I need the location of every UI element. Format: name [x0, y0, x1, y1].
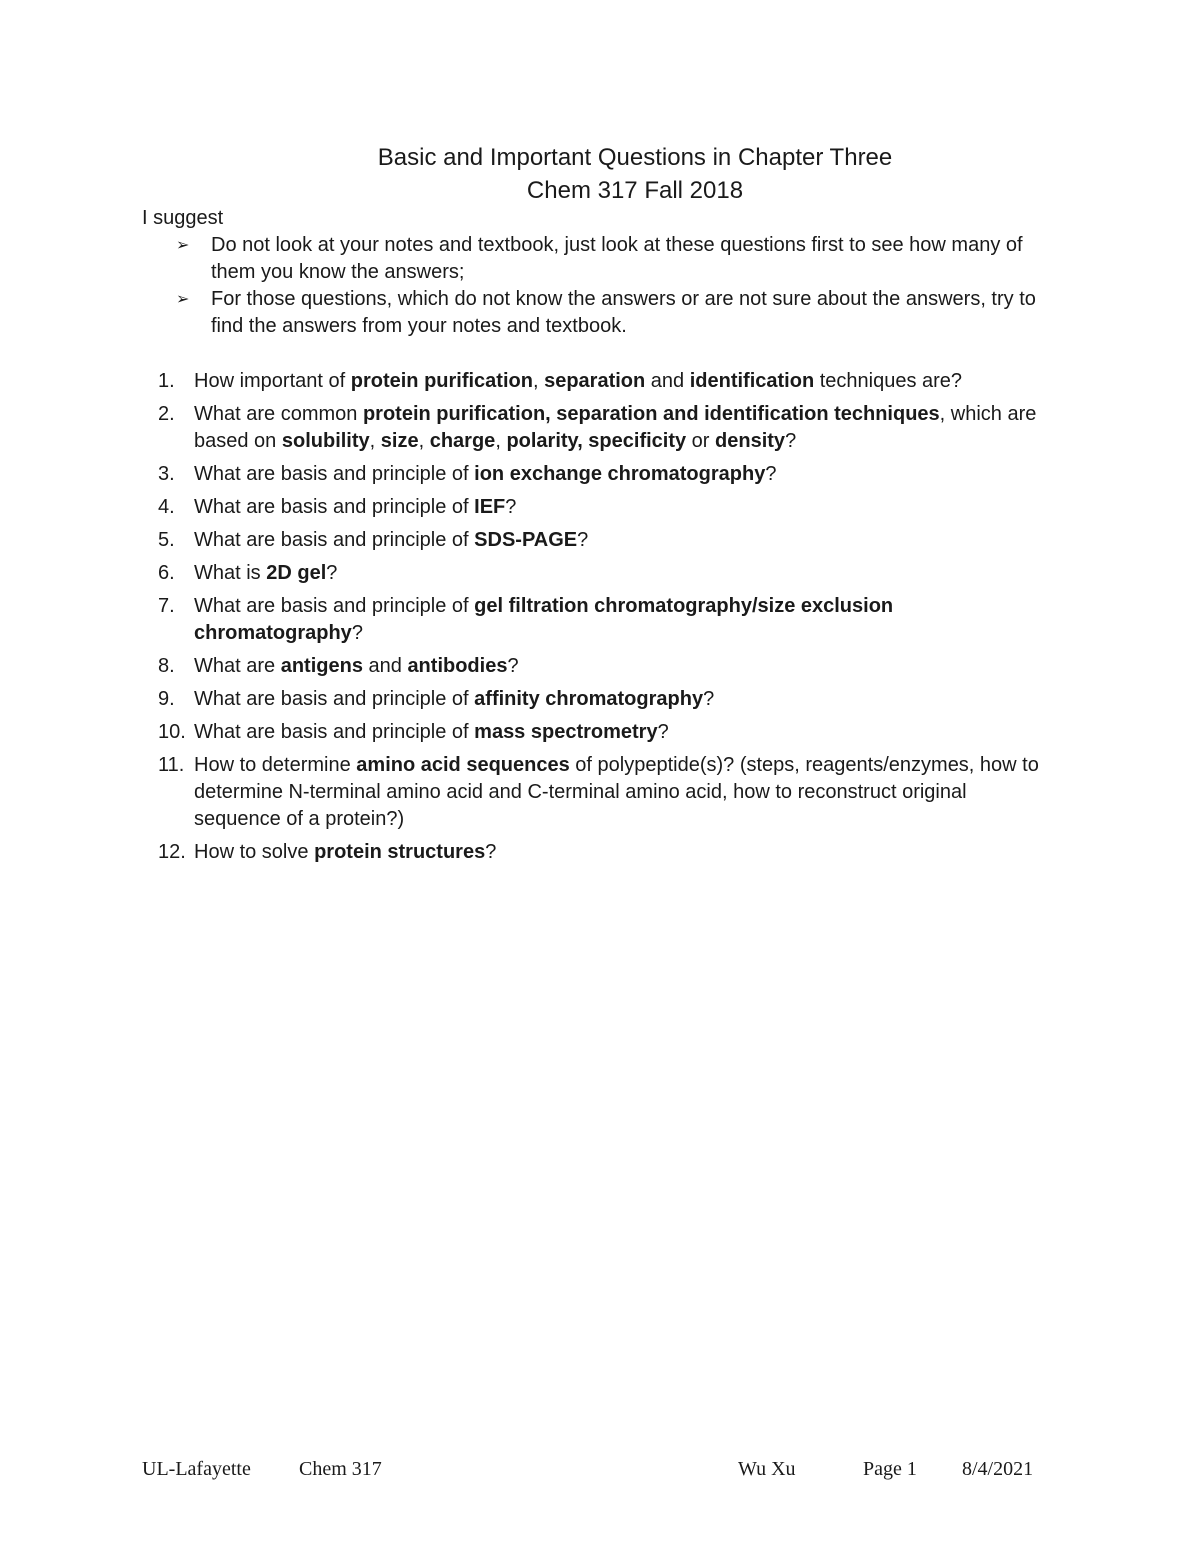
question-key-term: size — [380, 430, 419, 452]
question-text-segment: , which are based on — [194, 403, 1037, 452]
question-number: 4. — [158, 496, 175, 518]
question-key-term: SDS-PAGE — [474, 529, 578, 551]
question-text-segment: ? — [657, 721, 669, 743]
question-text — [194, 721, 669, 743]
question-text-segment: What are basis and principle of — [194, 496, 475, 518]
question-text-segment: and — [362, 655, 408, 677]
question-text-segment: ? — [765, 463, 777, 485]
question-key-term: affinity chromatography — [474, 688, 704, 710]
question-text-segment: What are common — [194, 403, 363, 425]
question-key-term: amino acid sequences — [356, 754, 570, 776]
question-text-segment: What are basis and principle of — [194, 688, 475, 710]
document-title: Basic and Important Questions in Chapter Three — [377, 144, 893, 171]
question-item — [158, 593, 1058, 647]
question-key-term: ion exchange chromatography — [474, 463, 766, 485]
question-text-segment: , — [495, 430, 507, 452]
question-number: 2. — [158, 403, 175, 425]
question-text-segment: ? — [326, 562, 338, 584]
question-key-term: IEF — [474, 496, 506, 518]
question-text-segment: ? — [507, 655, 519, 677]
question-text — [194, 463, 776, 485]
question-number: 3. — [158, 463, 175, 485]
question-key-term: polarity, specificity — [506, 430, 687, 452]
question-text-segment: What are basis and principle of — [194, 721, 475, 743]
question-number: 8. — [158, 655, 175, 677]
question-text-segment: How to determine — [194, 754, 357, 776]
question-text — [194, 562, 337, 584]
question-key-term: density — [715, 430, 786, 452]
question-key-term: charge — [429, 430, 496, 452]
question-number: 10. — [158, 721, 186, 743]
question-text-segment: What are basis and principle of — [194, 463, 475, 485]
question-text-segment: ? — [577, 529, 589, 551]
question-item — [158, 527, 1058, 554]
suggestion-list — [176, 232, 1046, 340]
question-text — [194, 754, 1039, 830]
question-number: 12. — [158, 841, 186, 863]
question-key-term: mass spectrometry — [474, 721, 658, 743]
suggestion-item — [176, 286, 1046, 340]
question-item — [158, 686, 1058, 713]
question-key-term: antigens — [280, 655, 363, 677]
question-text-segment: , — [532, 370, 545, 392]
question-number: 11. — [158, 754, 185, 776]
footer-course: Chem 317 — [299, 1458, 382, 1480]
question-item — [158, 368, 1058, 395]
question-key-term: gel filtration chromatography/size exclusion chromatography — [194, 595, 894, 644]
question-item — [158, 494, 1058, 521]
question-text-segment: What is — [194, 562, 267, 584]
question-key-term: separation — [544, 370, 646, 392]
question-text — [194, 655, 519, 677]
question-item — [158, 839, 1058, 866]
arrow-bullet-icon: ➢ — [176, 237, 190, 254]
question-text-segment: What are basis and principle of — [194, 529, 475, 551]
question-number: 5. — [158, 529, 175, 551]
intro-text: I suggest — [142, 207, 224, 229]
question-text-segment: , — [369, 430, 381, 452]
footer-date: 8/4/2021 — [962, 1458, 1034, 1480]
question-key-term: protein purification — [350, 370, 533, 392]
question-text-segment: ? — [703, 688, 715, 710]
question-key-term: 2D gel — [266, 562, 327, 584]
question-key-term: antibodies — [407, 655, 508, 677]
question-text — [194, 496, 516, 518]
question-text — [194, 841, 496, 863]
question-key-term: protein purification, separation and identification techniques — [362, 403, 940, 425]
question-text — [194, 529, 588, 551]
question-key-term: solubility — [281, 430, 370, 452]
question-text-segment: ? — [485, 841, 497, 863]
question-text-segment: ? — [505, 496, 517, 518]
arrow-bullet-icon: ➢ — [176, 291, 190, 308]
question-text-segment: How important of — [194, 370, 351, 392]
question-text-segment: ? — [351, 622, 363, 644]
question-item — [158, 653, 1058, 680]
question-item — [158, 401, 1058, 455]
question-number: 7. — [158, 595, 175, 617]
suggestion-text: Do not look at your notes and textbook, just look at these questions first to see how many of them you know the answers; — [211, 234, 1023, 283]
question-text — [194, 688, 714, 710]
question-number: 6. — [158, 562, 175, 584]
question-text — [194, 403, 1036, 452]
question-text-segment: and — [645, 370, 690, 392]
question-text-segment: How to solve — [194, 841, 315, 863]
question-text-segment: of polypeptide(s)? (steps, reagents/enzymes, how to determine N-terminal amino acid and C-terminal amino acid, how to reconstruct original sequence of a protein?) — [194, 754, 1039, 830]
question-text-segment: What are — [194, 655, 281, 677]
footer-author: Wu Xu — [738, 1458, 796, 1480]
question-number: 9. — [158, 688, 175, 710]
question-item — [158, 560, 1058, 587]
question-key-term: protein structures — [314, 841, 486, 863]
question-key-term: identification — [689, 370, 815, 392]
question-item — [158, 719, 1058, 746]
question-list — [158, 368, 1058, 872]
question-text-segment: or — [686, 430, 716, 452]
question-item — [158, 752, 1058, 833]
question-item — [158, 461, 1058, 488]
question-text-segment: What are basis and principle of — [194, 595, 475, 617]
footer-school: UL-Lafayette — [142, 1458, 251, 1480]
document-subtitle: Chem 317 Fall 2018 — [526, 177, 744, 204]
question-text — [194, 370, 962, 392]
question-text-segment: ? — [785, 430, 797, 452]
question-text-segment: , — [418, 430, 430, 452]
footer-page-number: Page 1 — [863, 1458, 917, 1480]
suggestion-text: For those questions, which do not know the answers or are not sure about the answers, try to find the answers from your notes and textbook. — [211, 288, 1036, 337]
suggestion-item — [176, 232, 1046, 286]
question-text-segment: techniques are? — [814, 370, 963, 392]
question-number: 1. — [158, 370, 175, 392]
question-text — [194, 595, 893, 644]
